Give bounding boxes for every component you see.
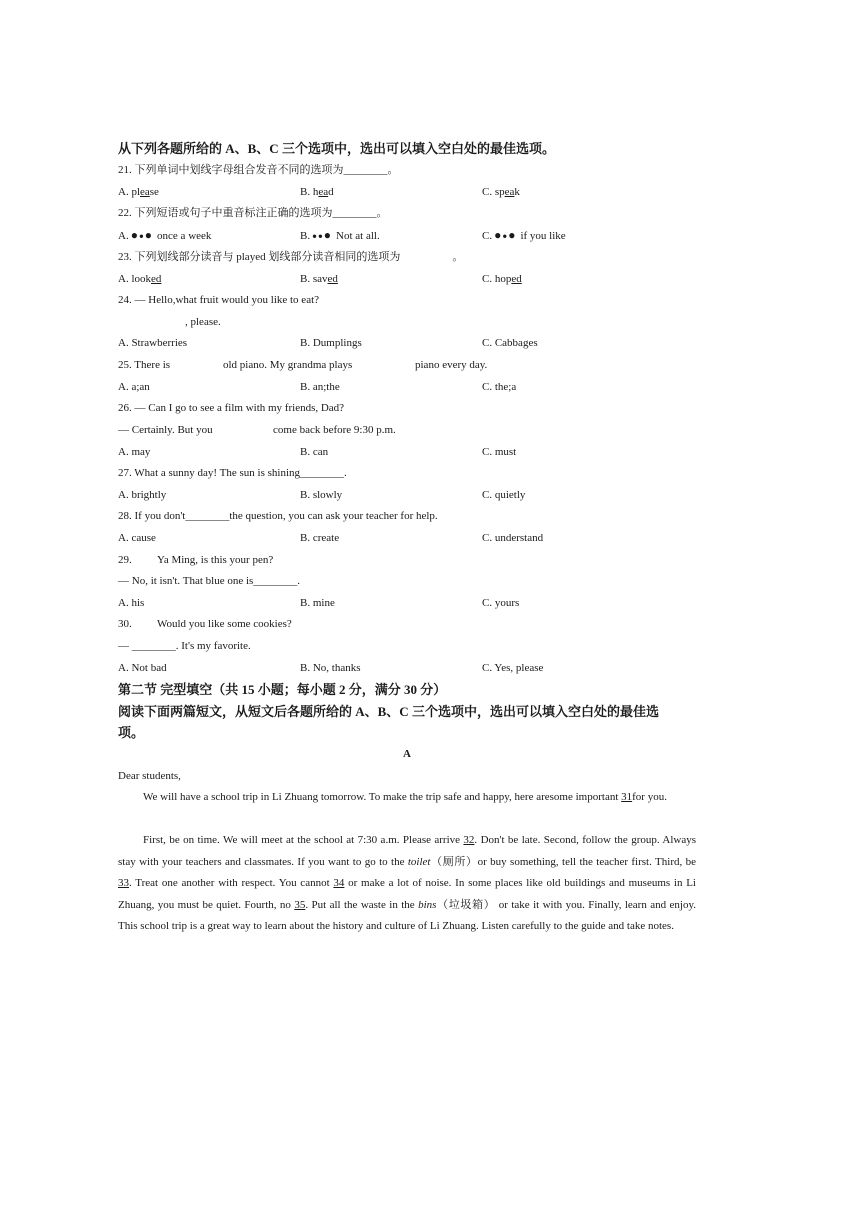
q23-option-a[interactable]: A. looked [118, 273, 162, 285]
q23-options [118, 272, 718, 286]
q30-line2: — ________. It's my favorite. [118, 640, 251, 652]
section1-instruction: 从下列各题所给的 A、B、C 三个选项中，选出可以填入空白处的最佳选项。 [118, 141, 555, 156]
q21-options [118, 185, 718, 199]
q26-option-c[interactable]: C. must [482, 446, 517, 458]
q27-stem: 27. What a sunny day! The sun is shining________. [118, 467, 347, 479]
passage-paragraph-2: First, be on time. We will meet at the school at 7:30 a.m. Please arrive 32. Don't be late. Second, follow the group. Always stay with your teachers and classmates. If you want to go to the toilet（厕所）or buy something, tell the teacher first. Third, be 33. Treat one another with respect. You cannot 34 or make a lot of noise. In some places like old buildings and museums in Li Zhuang, you must be quiet. Fourth, no 35. Put all the waste in the bins（垃圾箱） or take it with you. Finally, learn and enjoy. This school trip is a great way to learn about the history and culture of Li Zhuang. Listen carefully to the guide and take notes. [118, 834, 697, 933]
section2-title: 第二节 完型填空（共 15 小题；每小题 2 分，满分 30 分） [118, 682, 447, 697]
q28-options [118, 531, 718, 545]
blank-34[interactable]: 34 [333, 877, 345, 890]
blank-33[interactable]: 33 [118, 877, 129, 890]
passage-greeting: Dear students, [118, 770, 181, 782]
q26-options [118, 445, 718, 459]
q25-option-c[interactable]: C. the;a [482, 381, 517, 393]
q24-stem: 24. — Hello,what fruit would you like to eat? [118, 294, 320, 306]
q26-option-a[interactable]: A. may [118, 446, 151, 458]
q22-option-a[interactable]: A. ●●● once a week [118, 228, 212, 242]
q22-option-c[interactable]: C. ●●● if you like [482, 228, 566, 242]
q24-options [118, 336, 718, 350]
q29-option-c[interactable]: C. yours [482, 597, 520, 609]
q26-option-b[interactable]: B. can [300, 446, 329, 458]
q28-stem: 28. If you don't________the question, you can ask your teacher for help. [118, 510, 438, 522]
q25-option-a[interactable]: A. a;an [118, 381, 150, 393]
q24-option-c[interactable]: C. Cabbages [482, 337, 538, 349]
q21-option-b[interactable]: B. head [300, 186, 334, 198]
q28-option-c[interactable]: C. understand [482, 532, 544, 544]
q26-line2: — Certainly. But you come back before 9:30 p.m. [118, 424, 396, 436]
q30-stem: 30. Would you like some cookies? [118, 618, 292, 630]
q23-stem: 23. 下列划线部分读音与 played 划线部分读音相同的选项为 。 [118, 251, 464, 263]
q25-options [118, 380, 718, 394]
q24-option-a[interactable]: A. Strawberries [118, 337, 188, 349]
q21-option-c[interactable]: C. speak [482, 186, 520, 198]
q30-option-c[interactable]: C. Yes, please [482, 662, 544, 674]
blank-32[interactable]: 32 [463, 834, 475, 846]
passage-label: A [403, 748, 411, 760]
section2-instruction: 阅读下面两篇短文，从短文后各题所给的 A、B、C 三个选项中，选出可以填入空白处的最佳选 [118, 704, 659, 719]
q30-options [118, 661, 718, 675]
passage-paragraph-1: We will have a school trip in Li Zhuang tomorrow. To make the trip safe and happy, here aresome important 31for you. [143, 791, 667, 803]
q21-stem: 21. 下列单词中划线字母组合发音不同的选项为________。 [118, 164, 399, 176]
q29-option-b[interactable]: B. mine [300, 597, 335, 609]
q22-option-b[interactable]: B. ●●● Not at all. [300, 228, 380, 242]
q24-line2: , please. [185, 316, 221, 328]
q30-option-b[interactable]: B. No, thanks [300, 662, 361, 674]
q28-option-a[interactable]: A. cause [118, 532, 156, 544]
q26-stem: 26. — Can I go to see a film with my friends, Dad? [118, 402, 345, 414]
q22-stem: 22. 下列短语或句子中重音标注正确的选项为________。 [118, 207, 388, 219]
q29-option-a[interactable]: A. his [118, 597, 145, 609]
q24-option-b[interactable]: B. Dumplings [300, 337, 362, 349]
q27-options [118, 488, 718, 502]
q23-option-b[interactable]: B. saved [300, 273, 338, 285]
stress-dots-icon: ●●● [130, 228, 154, 242]
stress-dots-icon: ●●● [494, 228, 517, 242]
q29-options [118, 596, 718, 610]
blank-31[interactable]: 31 [621, 791, 633, 803]
q29-line2: — No, it isn't. That blue one is________. [118, 575, 301, 587]
q25-option-b[interactable]: B. an;the [300, 381, 340, 393]
q27-option-c[interactable]: C. quietly [482, 489, 526, 501]
q21-option-a[interactable]: A. please [118, 186, 159, 198]
q23-option-c[interactable]: C. hoped [482, 273, 522, 285]
q27-option-b[interactable]: B. slowly [300, 489, 343, 501]
q25-stem: 25. There is old piano. My grandma plays piano every day. [118, 359, 488, 371]
section2-instruction-cont: 项。 [118, 725, 145, 740]
stress-dots-icon: ●●● [312, 228, 333, 242]
blank-35[interactable]: 35 [294, 898, 306, 911]
q22-options [118, 228, 718, 242]
q30-option-a[interactable]: A. Not bad [118, 662, 167, 674]
q29-stem: 29. Ya Ming, is this your pen? [118, 554, 274, 566]
q28-option-b[interactable]: B. create [300, 532, 340, 544]
q27-option-a[interactable]: A. brightly [118, 489, 167, 501]
